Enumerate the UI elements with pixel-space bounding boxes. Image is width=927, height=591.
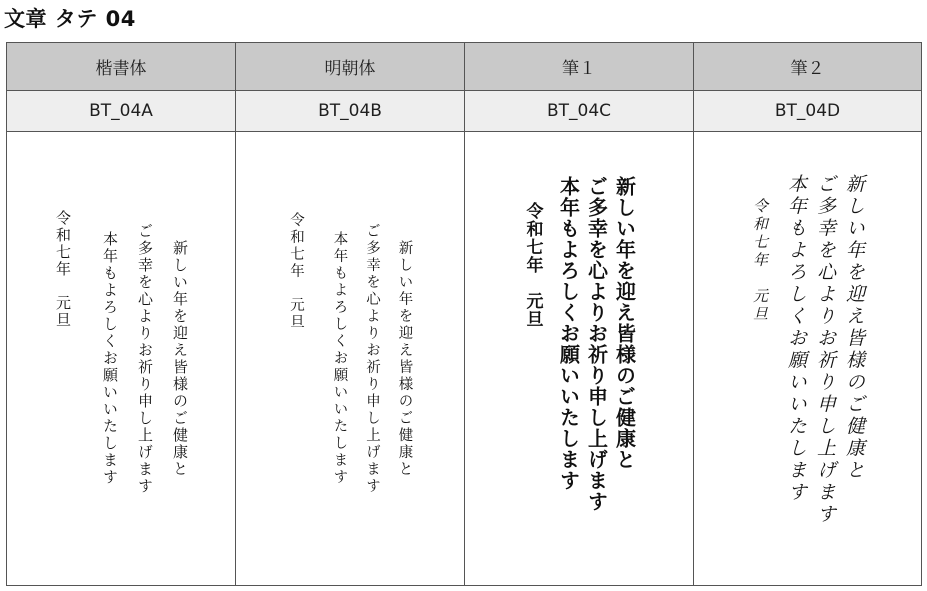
vertical-text-block — [236, 172, 464, 545]
greeting-line-3: 本年もよろしくお願いいたします — [785, 174, 807, 504]
page-title: 文章 タテ 04 — [4, 7, 136, 31]
text-sample-b — [236, 132, 465, 585]
date-line: 令和七年 元旦 — [522, 202, 543, 328]
greeting-line-2: ご多幸を心よりお祈り申し上げます — [814, 174, 836, 526]
product-code-c: BT_04C — [465, 91, 694, 132]
column-header-font-a: 楷書体 — [7, 43, 236, 91]
product-code-b: BT_04B — [236, 91, 465, 132]
date-line: 令和七年 元旦 — [751, 198, 769, 324]
greeting-line-2: ご多幸を心よりお祈り申し上げます — [584, 176, 609, 512]
vertical-text-block — [465, 176, 693, 545]
greeting-line-1: 新しい年を迎え皆様のご健康と — [843, 174, 865, 482]
product-code-d: BT_04D — [694, 91, 921, 132]
column-header-font-d: 筆２ — [694, 43, 921, 91]
date-line: 令和七年 元旦 — [54, 210, 72, 329]
product-code-a: BT_04A — [7, 91, 236, 132]
text-sample-a — [7, 132, 236, 585]
greeting-line-1: 新しい年を迎え皆様のご健康と — [396, 239, 413, 478]
greeting-line-3: 本年もよろしくお願いいたします — [101, 231, 119, 486]
greeting-line-1: 新しい年を迎え皆様のご健康と — [171, 239, 189, 478]
greeting-line-2: ご多幸を心よりお祈り申し上げます — [364, 222, 380, 495]
text-sample-c — [465, 132, 694, 585]
greeting-line-2: ご多幸を心よりお祈り申し上げます — [136, 222, 154, 495]
greeting-line-1: 新しい年を迎え皆様のご健康と — [612, 176, 637, 470]
column-header-font-b: 明朝体 — [236, 43, 465, 91]
greeting-line-3: 本年もよろしくお願いいたします — [331, 231, 348, 486]
font-sample-table — [6, 42, 922, 586]
date-line: 令和七年 元旦 — [288, 212, 304, 331]
text-sample-d — [694, 132, 921, 585]
vertical-text-block — [7, 172, 235, 545]
greeting-line-3: 本年もよろしくお願いいたします — [556, 176, 581, 491]
vertical-text-block — [694, 174, 921, 545]
column-header-font-c: 筆１ — [465, 43, 694, 91]
